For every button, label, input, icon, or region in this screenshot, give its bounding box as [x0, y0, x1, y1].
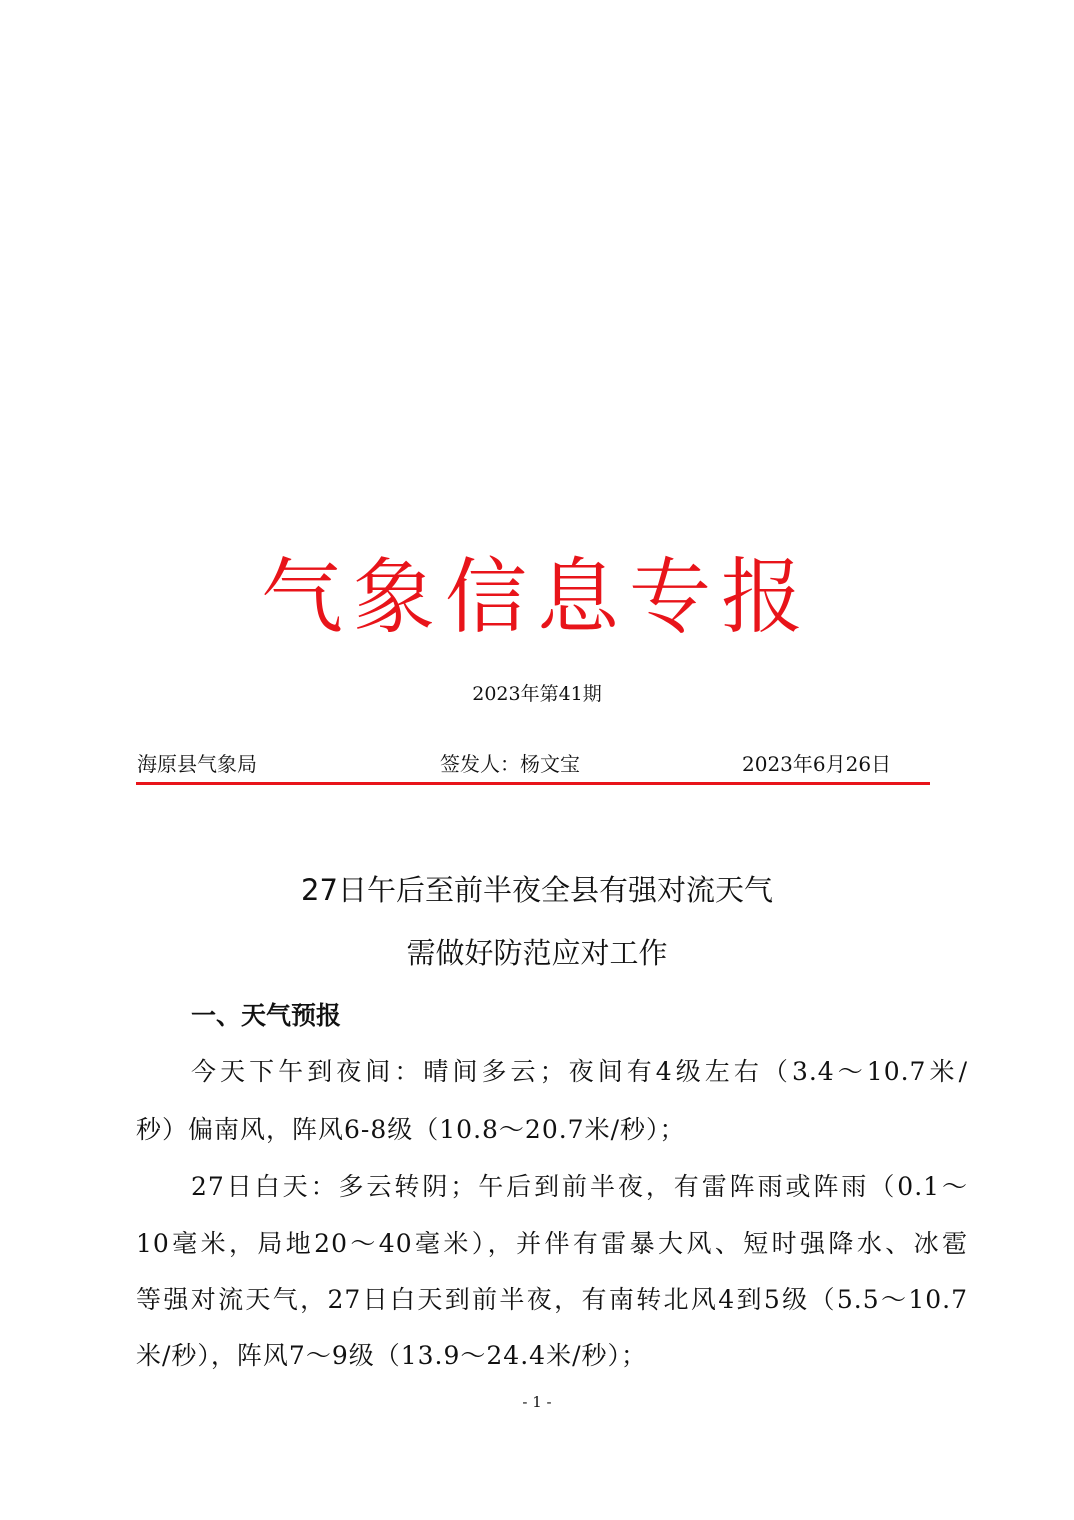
issue-date: 2023年6月26日: [742, 752, 892, 776]
paragraph-line: 米/秒），阵风7～9级（13.9～24.4米/秒）；: [136, 1341, 647, 1370]
headline-line-2: 需做好防范应对工作: [406, 936, 668, 970]
paragraph-line: 等强对流天气，27日白天到前半夜，有南转北风4到5级（5.5～10.7: [136, 1285, 968, 1314]
issue-number: 2023年第41期: [472, 683, 602, 705]
paragraph-line: 10毫米，局地20～40毫米），并伴有雷暴大风、短时强降水、冰雹: [136, 1229, 968, 1258]
paragraph-line: 今天下午到夜间：晴间多云；夜间有4级左右（3.4～10.7米/: [191, 1057, 968, 1086]
red-divider: [136, 782, 930, 785]
headline-line-1: 27日午后至前半夜全县有强对流天气: [301, 873, 773, 907]
page-number: - 1 -: [522, 1393, 552, 1411]
issuing-organization: 海原县气象局: [137, 752, 257, 776]
masthead-title: 气象信息专报: [260, 550, 813, 645]
section-heading-weather-forecast: 一、天气预报: [191, 1001, 342, 1030]
paragraph-line: 秒）偏南风，阵风6-8级（10.8～20.7米/秒）；: [136, 1115, 686, 1144]
paragraph-line: 27日白天：多云转阴；午后到前半夜，有雷阵雨或阵雨（0.1～: [191, 1172, 968, 1201]
signer: 签发人：杨文宝: [440, 752, 580, 776]
